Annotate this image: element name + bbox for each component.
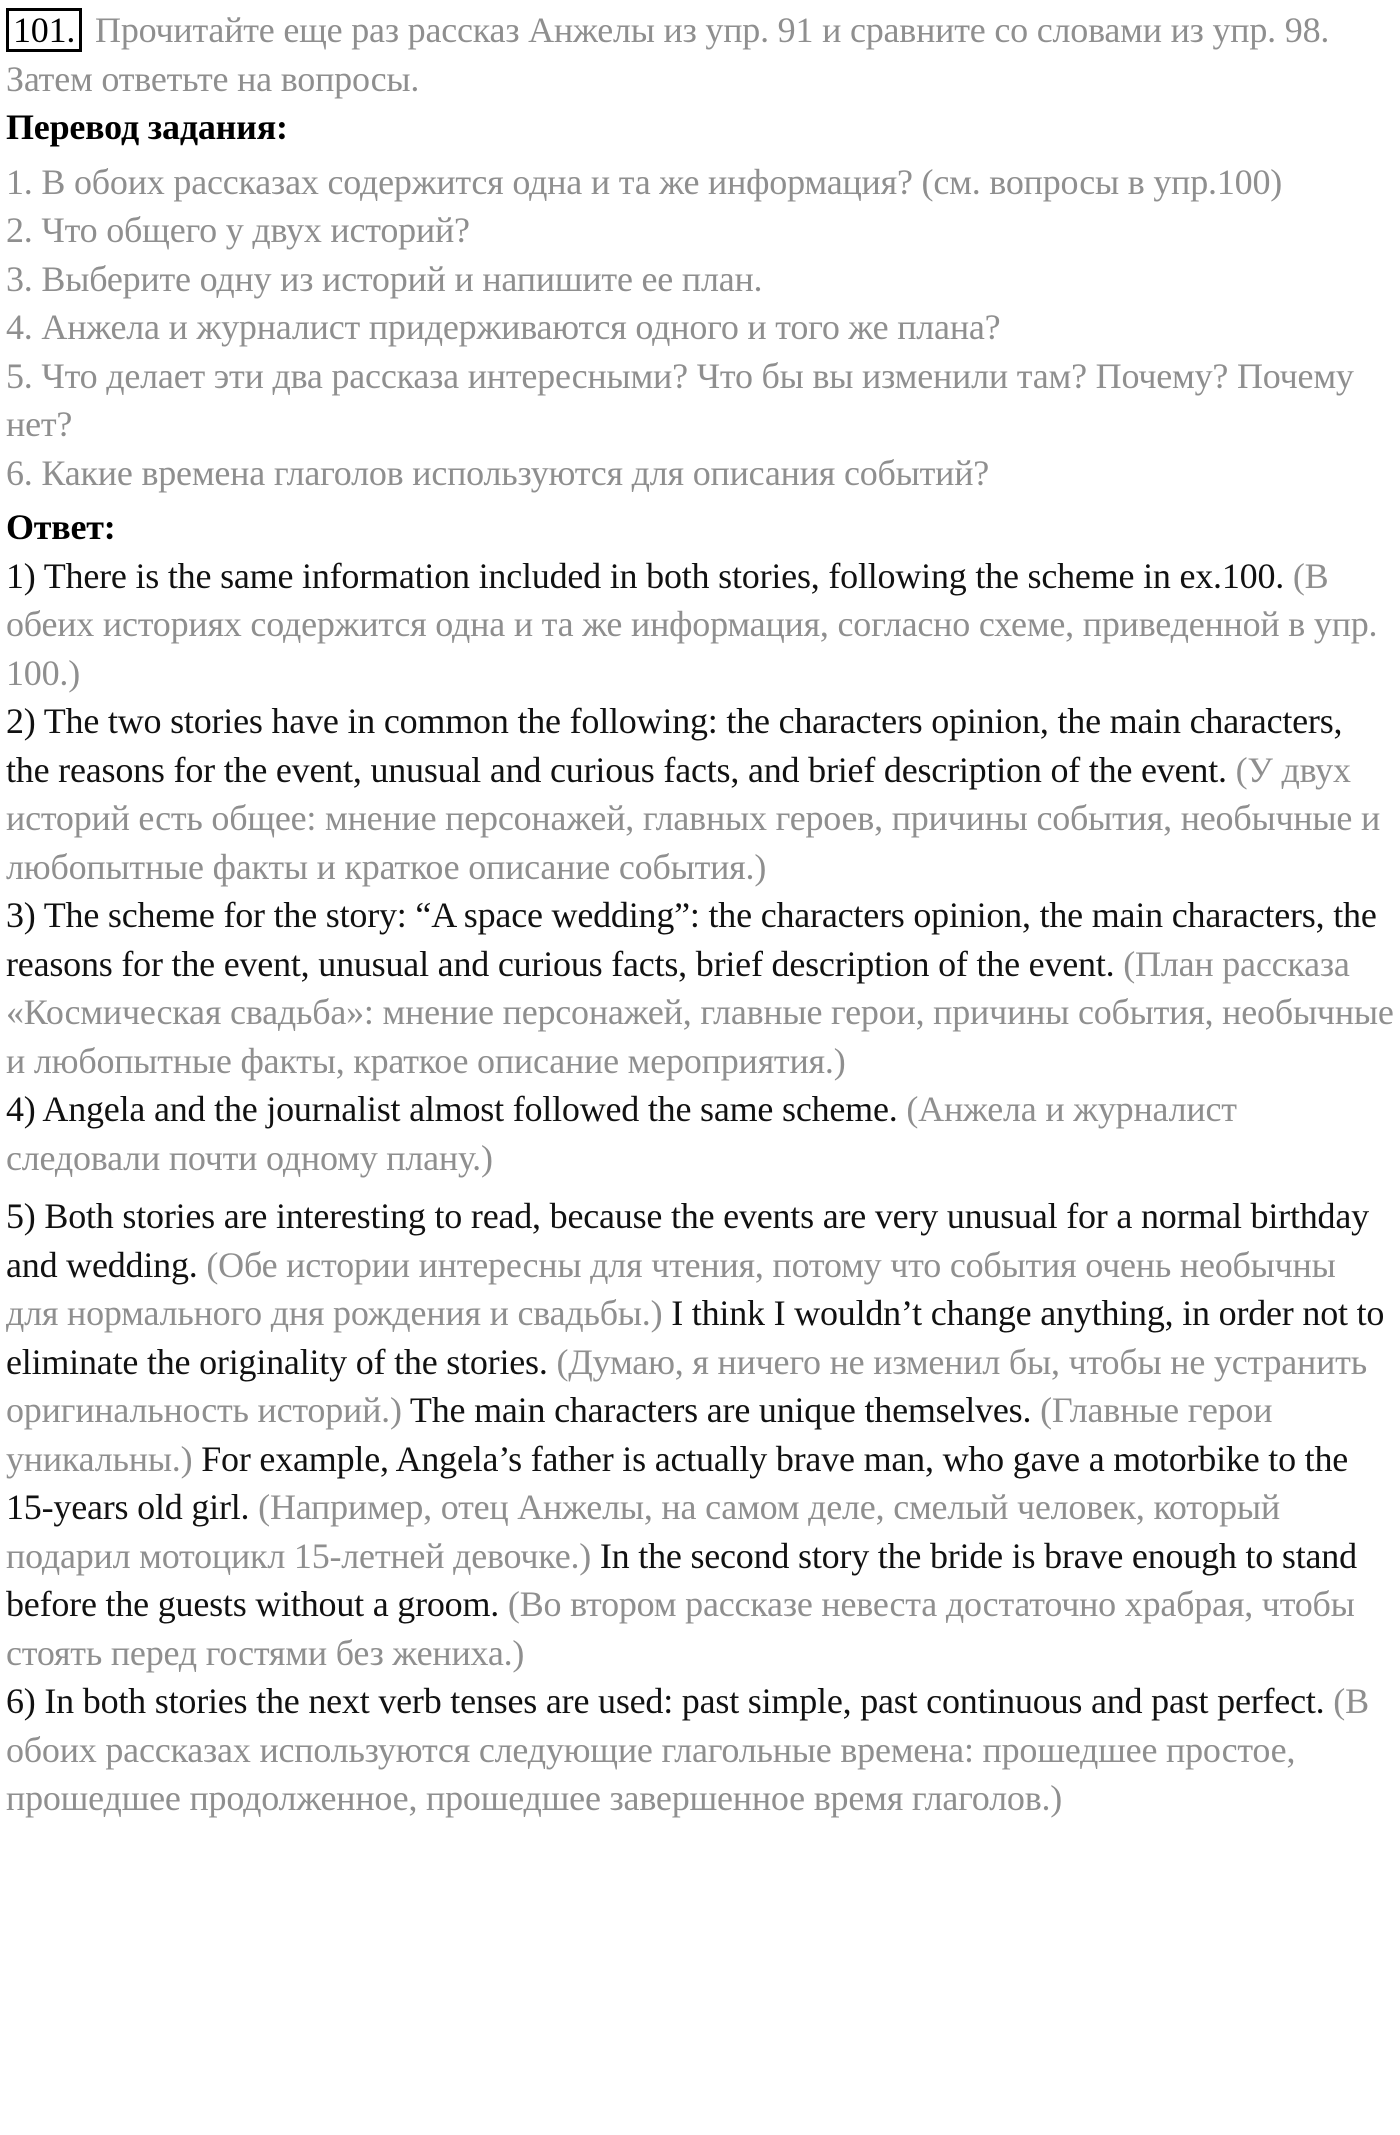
question-6: 6. Какие времена глаголов используются для описания событий? <box>6 452 990 493</box>
answer-5-english-3: The main characters are unique themselves. <box>409 1390 1032 1430</box>
translation-heading: Перевод задания: <box>6 107 288 147</box>
answer-4-russian: (Анжела и журналист следовали почти одному плану.) <box>6 1089 1237 1178</box>
answer-5 <box>6 1192 1394 1677</box>
answer-2-russian: (У двух историй есть общее: мнение персонажей, главных героев, причины события, необычные и любопытные факты и краткое описание события.) <box>6 749 1381 887</box>
question-3: 3. Выберите одну из историй и напишите ее план. <box>6 258 763 299</box>
answer-5-russian-5: (Во втором рассказе невеста достаточно храбрая, чтобы стоять перед гостями без жениха.) <box>6 1584 1355 1673</box>
answer-4 <box>6 1085 1394 1182</box>
answer-5-english-5: In the second story the bride is brave enough to stand before the guests without a groom. <box>6 1535 1357 1624</box>
question-1: 1. В обоих рассказах содержится одна и та же информация? (см. вопросы в упр.100) <box>6 161 1283 202</box>
answer-2-english: 2) The two stories have in common the following: the characters opinion, the main characters, the reasons for the event, unusual and curious facts, and brief description of the event. <box>6 701 1343 790</box>
answer-1 <box>6 552 1394 698</box>
answer-5-russian-3: (Главные герои уникальны.) <box>6 1390 1273 1479</box>
document-page <box>6 6 1394 1823</box>
instruction-text: Прочитайте еще раз рассказ Анжелы из упр. 91 и сравните со словами из упр. 98. Затем ответьте на вопросы. <box>6 10 1330 99</box>
question-5: 5. Что делает эти два рассказа интересными? Что бы вы изменили там? Почему? Почему нет? <box>6 355 1354 444</box>
exercise-number: 101. <box>6 8 82 52</box>
question-2: 2. Что общего у двух историй? <box>6 210 470 250</box>
answer-4-english: 4) Angela and the journalist almost followed the same scheme. <box>6 1089 898 1129</box>
answer-1-english: 1) There is the same information included in both stories, following the scheme in ex.100. <box>6 555 1285 596</box>
translation-questions <box>6 158 1394 498</box>
answer-5-russian-1: (Обе истории интересны для чтения, потому что события очень необычны для нормального дня рождения и свадьбы.) <box>6 1244 1336 1333</box>
answer-5-english-4: For example, Angela’s father is actually brave man, who gave a motorbike to the 15-years old girl. <box>6 1438 1349 1527</box>
answer-1-russian: (В обеих историях содержится одна и та же информация, согласно схеме, приведенной в упр. 100.) <box>6 555 1378 693</box>
exercise-instruction <box>6 6 1394 103</box>
answer-5-english-1: 5) Both stories are interesting to read, because the events are very unusual for a normal birthday and wedding. <box>6 1196 1369 1285</box>
question-4: 4. Анжела и журналист придерживаются одного и того же плана? <box>6 307 1001 347</box>
answer-5-english-2: I think I wouldn’t change anything, in order not to eliminate the originality of the stories. <box>6 1293 1385 1382</box>
answer-6-russian: (В обоих рассказах используются следующие глагольные времена: прошедшее простое, прошедшее продолженное, прошедшее завершенное время глаголов.) <box>6 1681 1369 1818</box>
answer-6-english: 6) In both stories the next verb tenses are used: past simple, past continuous and past perfect. <box>6 1681 1325 1721</box>
answer-2 <box>6 697 1394 891</box>
answer-3-english: 3) The scheme for the story: “A space wedding”: the characters opinion, the main characters, the reasons for the event, unusual and curious facts, brief description of the event. <box>6 895 1377 984</box>
answer-6 <box>6 1677 1394 1823</box>
answer-3-russian: (План рассказа «Космическая свадьба»: мнение персонажей, главные герои, причины события, необычные и любопытные факты, краткое описание мероприятия.) <box>6 943 1394 1081</box>
answer-5-russian-2: (Думаю, я ничего не изменил бы, чтобы не устранить оригинальность историй.) <box>6 1341 1367 1430</box>
answer-5-russian-4: (Например, отец Анжелы, на самом деле, смелый человек, который подарил мотоцикл 15-летней девочке.) <box>6 1487 1280 1576</box>
answer-heading: Ответ: <box>6 507 116 547</box>
answer-3 <box>6 891 1394 1085</box>
